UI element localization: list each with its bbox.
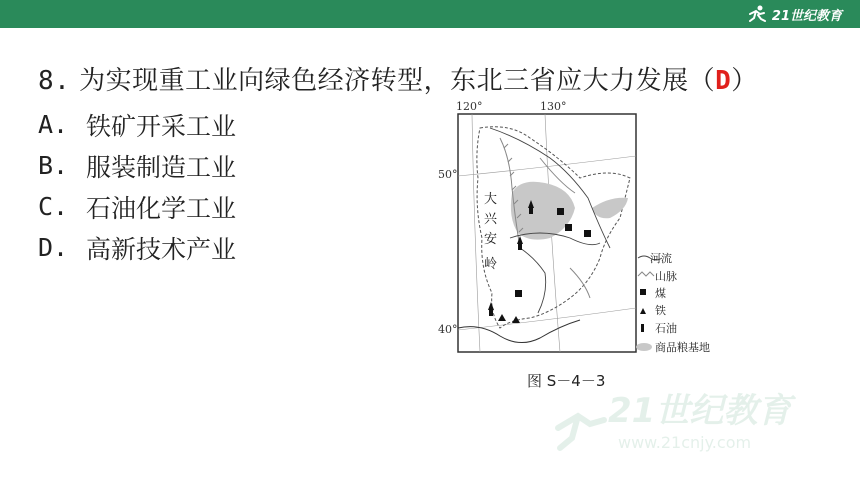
header-bar [0, 0, 860, 28]
coal-icon [640, 289, 646, 295]
watermark-logo-text: 21世纪教育 [608, 391, 792, 431]
legend-label-grain: 商品粮基地 [655, 341, 710, 354]
watermark-url: www.21cnjy.com [618, 433, 752, 452]
oil-symbol-base [529, 208, 533, 214]
legend-label-river: 河流 [650, 252, 672, 265]
oil-symbol-base [518, 244, 522, 250]
option-text: 高新技术产业 [86, 234, 237, 264]
question-close: ） [731, 66, 758, 96]
runner-logo-icon [746, 4, 768, 24]
oil-symbol-base [489, 310, 493, 316]
mountain-name-char: 兴 [484, 212, 498, 227]
option-b[interactable] [38, 145, 236, 186]
grain-base-icon [636, 343, 652, 351]
northeast-map [420, 98, 740, 368]
legend-label-iron: 铁 [655, 304, 666, 317]
watermark-logo-icon [548, 388, 808, 458]
lat-label-50: 50° [438, 168, 458, 181]
legend-label-mountain: 山脉 [655, 270, 677, 283]
lon-label-130: 130° [540, 100, 567, 113]
watermark [548, 388, 808, 458]
coal-symbol [515, 290, 522, 297]
coal-symbol [565, 224, 572, 231]
option-letter: A. [38, 110, 69, 139]
lon-label-120: 120° [456, 100, 483, 113]
option-c[interactable] [38, 186, 236, 227]
mountain-name-char: 岭 [484, 257, 498, 272]
lat-label-40: 40° [438, 323, 458, 336]
mountain-name-char: 安 [484, 232, 498, 247]
option-d[interactable] [38, 227, 236, 268]
question-text: 为实现重工业向绿色经济转型，东北三省应大力发展（ [79, 66, 716, 96]
option-list [38, 104, 236, 268]
mountain-name-char: 大 [484, 192, 498, 207]
map-legend [636, 251, 710, 354]
question-line [38, 60, 758, 97]
option-letter: D. [38, 233, 69, 262]
oil-icon [641, 324, 644, 332]
option-text: 服装制造工业 [86, 152, 237, 182]
option-letter: B. [38, 151, 69, 180]
legend-label-oil: 石油 [655, 322, 677, 335]
coal-symbol [557, 208, 564, 215]
logo-text: 21世纪教育 [771, 8, 842, 24]
iron-icon [640, 308, 646, 314]
legend-label-coal: 煤 [655, 287, 666, 300]
mountain-icon [638, 272, 654, 276]
option-text: 铁矿开采工业 [86, 111, 237, 141]
option-letter: C. [38, 192, 69, 221]
coal-symbol [584, 230, 591, 237]
northeast-map-figure [420, 98, 740, 388]
site-logo [746, 3, 842, 25]
option-a[interactable] [38, 104, 236, 145]
figure-caption: 图 S－4－3 [527, 372, 606, 390]
answer-letter: D [715, 66, 732, 96]
question-number: 8. [38, 66, 71, 96]
option-text: 石油化学工业 [86, 193, 237, 223]
